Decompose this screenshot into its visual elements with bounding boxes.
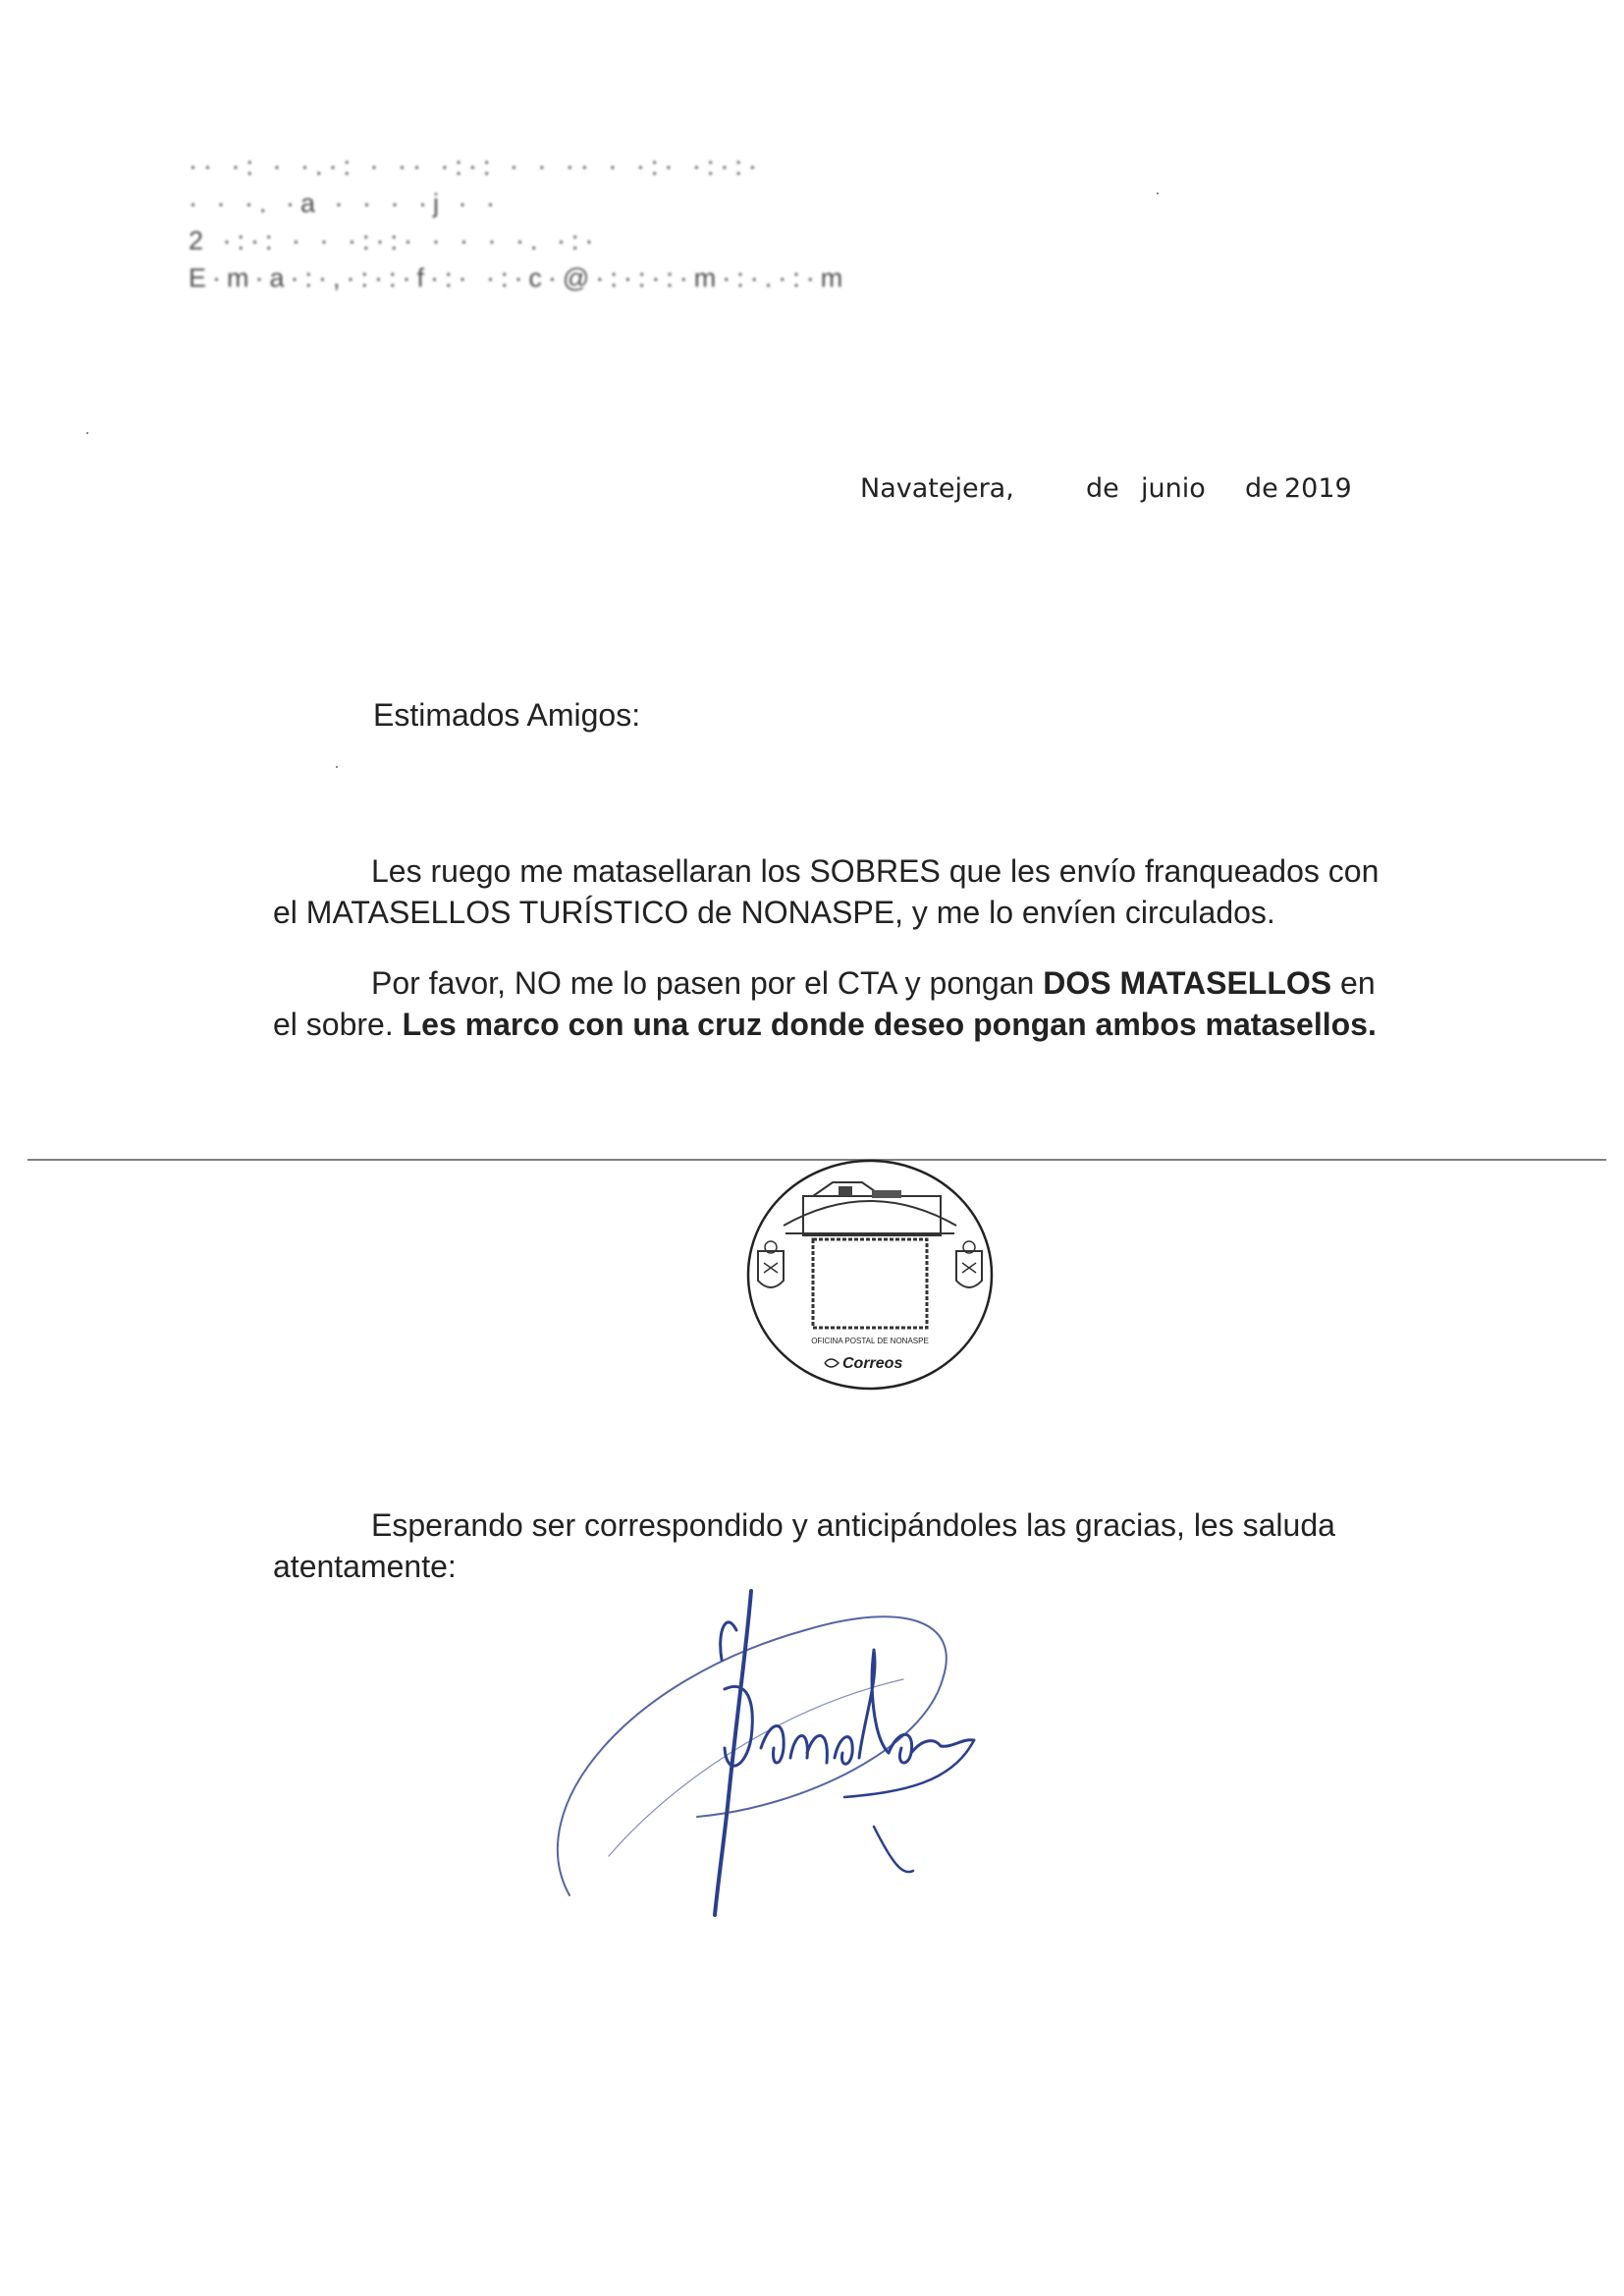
date-year: 2019 bbox=[1284, 473, 1352, 504]
handwritten-signature bbox=[550, 1571, 1021, 1944]
paragraph-request-line-2: el MATASELLOS TURÍSTICO de NONASPE, y me lo envíen circulados. bbox=[273, 895, 1275, 930]
paragraph-instructions-line-1 bbox=[273, 962, 1451, 1004]
postmark-stamp bbox=[744, 1157, 996, 1393]
instructions-text-1: Por favor, NO me lo pasen por el CTA y pongan bbox=[371, 965, 1035, 1001]
postmark-brand: Correos bbox=[842, 1355, 903, 1372]
paragraph-instructions-line-2 bbox=[273, 1004, 1451, 1045]
paragraph-closing-line-2: atentamente: bbox=[273, 1549, 457, 1584]
sender-name: ·· ·: · ·.·: · ·· ·:·: · · ·· · ·:· ·:·:· bbox=[189, 151, 763, 181]
greeting: Estimados Amigos: bbox=[373, 697, 641, 733]
paragraph-request bbox=[273, 850, 1451, 933]
paragraph-closing-line-1: Esperando ser correspondido y anticipándoles las gracias, les saluda bbox=[371, 1507, 1335, 1543]
instructions-text-3: el sobre. bbox=[273, 1007, 394, 1042]
postmark-office-text: OFICINA POSTAL DE NONASPE bbox=[811, 1337, 929, 1345]
scan-speck bbox=[336, 766, 338, 768]
sender-city: 2 ·:·: · · ·:·:· · · · ·. ·:· bbox=[189, 226, 600, 255]
sender-address-block bbox=[189, 147, 848, 297]
scan-speck bbox=[86, 432, 88, 434]
instructions-bold-1: DOS MATASELLOS bbox=[1043, 965, 1332, 1001]
sender-street: · · ·. ·a · · · ·j · · bbox=[189, 189, 501, 218]
instructions-text-2: en bbox=[1340, 965, 1376, 1001]
paragraph-request-line-1: Les ruego me matasellaran los SOBRES que les envío franqueados con bbox=[371, 853, 1380, 889]
scan-speck bbox=[1157, 192, 1159, 194]
paragraph-instructions bbox=[273, 962, 1451, 1045]
date-month: junio bbox=[1141, 473, 1206, 504]
date-de-2: de bbox=[1245, 473, 1278, 504]
date-de-1: de bbox=[1086, 473, 1119, 504]
instructions-bold-2: Les marco con una cruz donde deseo pongan ambos matasellos. bbox=[402, 1007, 1377, 1042]
date-place: Navatejera, bbox=[860, 473, 1014, 504]
sender-email: E·m·a·:·,·:·:·f·:· ·:·c·@·:·:·:·m·:·.·:·m bbox=[189, 263, 849, 293]
